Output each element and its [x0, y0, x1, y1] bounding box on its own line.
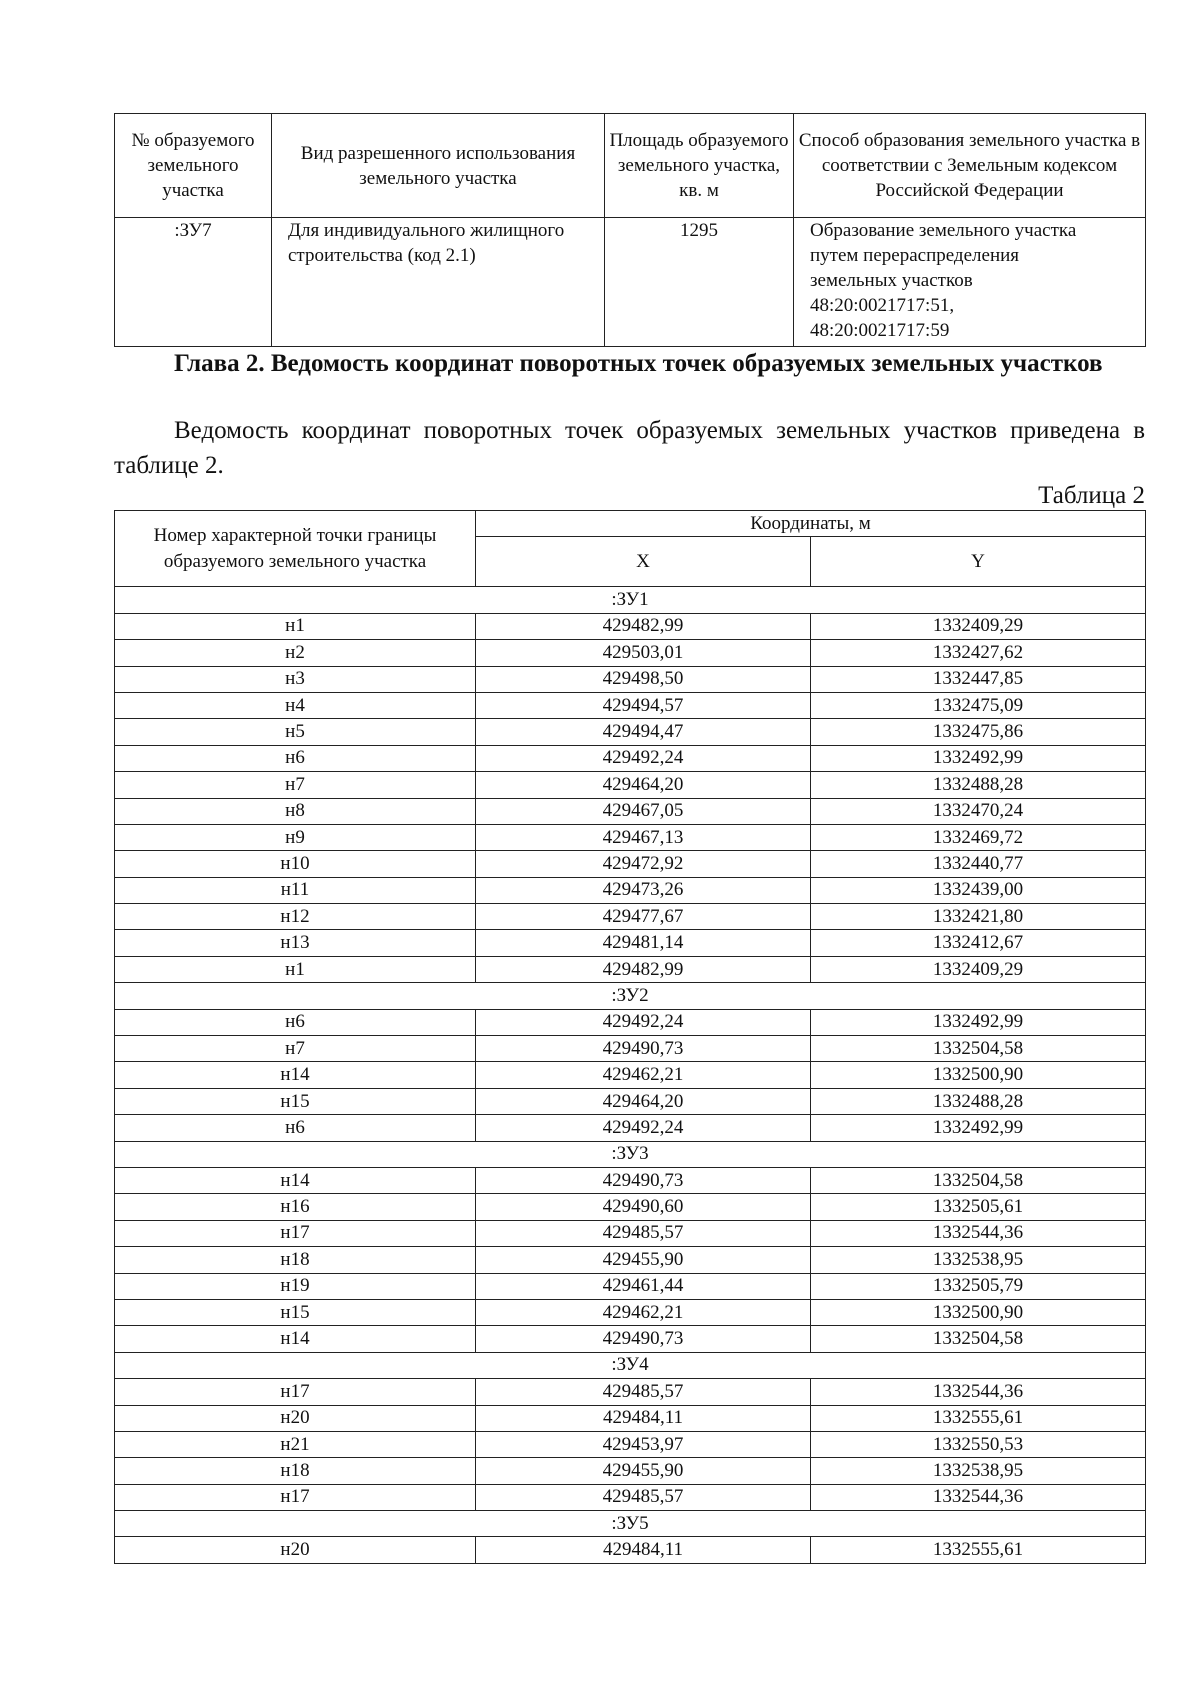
- coord-y: 1332538,95: [811, 1247, 1146, 1273]
- coord-y: 1332475,09: [811, 692, 1146, 718]
- table-row: [115, 956, 1146, 982]
- point-number: н18: [115, 1458, 476, 1484]
- coord-y: 1332409,29: [811, 956, 1146, 982]
- coord-x: 429481,14: [476, 930, 811, 956]
- method-line: 48:20:0021717:59: [810, 320, 950, 341]
- coord-y: 1332470,24: [811, 798, 1146, 824]
- plot-permitted-use: Для индивидуального жилищного строительства (код 2.1): [272, 218, 605, 347]
- coordinates-header-row: [115, 511, 1146, 537]
- coord-y: 1332409,29: [811, 613, 1146, 639]
- coordinates-table-body: [115, 511, 1146, 1564]
- section-row: [115, 1352, 1146, 1378]
- coord-y: 1332427,62: [811, 640, 1146, 666]
- point-number: н17: [115, 1379, 476, 1405]
- table-row: [115, 1009, 1146, 1035]
- point-number: н15: [115, 1299, 476, 1325]
- coord-y: 1332492,99: [811, 1115, 1146, 1141]
- coord-x: 429494,57: [476, 692, 811, 718]
- table-row: [115, 1247, 1146, 1273]
- table-row: [115, 1537, 1146, 1563]
- coord-y: 1332475,86: [811, 719, 1146, 745]
- point-number: н4: [115, 692, 476, 718]
- header-area: Площадь образуемого земельного участка, кв. м: [605, 114, 794, 218]
- point-number: н13: [115, 930, 476, 956]
- point-number: н7: [115, 772, 476, 798]
- coord-x: 429492,24: [476, 745, 811, 771]
- table-row: [115, 1220, 1146, 1246]
- table-row: [115, 1167, 1146, 1193]
- coord-y: 1332544,36: [811, 1484, 1146, 1510]
- table-row: [115, 904, 1146, 930]
- coord-y: 1332439,00: [811, 877, 1146, 903]
- coord-x: 429490,73: [476, 1326, 811, 1352]
- coord-y: 1332555,61: [811, 1537, 1146, 1563]
- header-coordinates: Координаты, м: [476, 511, 1146, 537]
- method-line: путем перераспределения: [810, 245, 1020, 266]
- table-row: [115, 1194, 1146, 1220]
- coord-y: 1332500,90: [811, 1062, 1146, 1088]
- coord-x: 429455,90: [476, 1458, 811, 1484]
- plot-summary-header-row: [115, 114, 1146, 218]
- point-number: н1: [115, 613, 476, 639]
- table-row: [115, 930, 1146, 956]
- coord-x: 429464,20: [476, 1088, 811, 1114]
- table-row: [115, 666, 1146, 692]
- header-x: X: [476, 537, 811, 587]
- coord-y: 1332421,80: [811, 904, 1146, 930]
- method-line: земельных участков: [810, 270, 973, 291]
- coord-x: 429490,73: [476, 1036, 811, 1062]
- table-row: [115, 1326, 1146, 1352]
- coord-y: 1332447,85: [811, 666, 1146, 692]
- point-number: н18: [115, 1247, 476, 1273]
- point-number: н5: [115, 719, 476, 745]
- plot-summary-table: [114, 113, 1146, 347]
- coord-x: 429503,01: [476, 640, 811, 666]
- plot-formation-method: [794, 218, 1146, 347]
- coord-y: 1332500,90: [811, 1299, 1146, 1325]
- point-number: н16: [115, 1194, 476, 1220]
- table-row: [115, 798, 1146, 824]
- coord-y: 1332488,28: [811, 1088, 1146, 1114]
- method-line: Образование земельного участка: [810, 220, 1077, 241]
- coord-y: 1332492,99: [811, 1009, 1146, 1035]
- table-row: [115, 824, 1146, 850]
- coord-x: 429498,50: [476, 666, 811, 692]
- coord-x: 429477,67: [476, 904, 811, 930]
- coord-x: 429482,99: [476, 613, 811, 639]
- header-y: Y: [811, 537, 1146, 587]
- point-number: н7: [115, 1036, 476, 1062]
- coord-y: 1332544,36: [811, 1379, 1146, 1405]
- point-number: н17: [115, 1220, 476, 1246]
- point-number: н19: [115, 1273, 476, 1299]
- coord-y: 1332544,36: [811, 1220, 1146, 1246]
- point-number: н6: [115, 1009, 476, 1035]
- point-number: н1: [115, 956, 476, 982]
- coord-x: 429492,24: [476, 1009, 811, 1035]
- point-number: н20: [115, 1405, 476, 1431]
- method-line: 48:20:0021717:51,: [810, 295, 955, 316]
- table-row: [115, 1088, 1146, 1114]
- header-permitted-use: Вид разрешенного использования земельного участка: [272, 114, 605, 218]
- table-row: [115, 1062, 1146, 1088]
- point-number: н2: [115, 640, 476, 666]
- coord-y: 1332504,58: [811, 1036, 1146, 1062]
- table-row: [115, 1484, 1146, 1510]
- coord-x: 429464,20: [476, 772, 811, 798]
- table-row: [115, 1273, 1146, 1299]
- section-label: :ЗУ3: [115, 1141, 1146, 1167]
- section-label: :ЗУ2: [115, 983, 1146, 1009]
- table-row: [115, 1458, 1146, 1484]
- coord-x: 429485,57: [476, 1484, 811, 1510]
- section-label: :ЗУ1: [115, 587, 1146, 613]
- coord-x: 429462,21: [476, 1062, 811, 1088]
- point-number: н14: [115, 1062, 476, 1088]
- coord-y: 1332538,95: [811, 1458, 1146, 1484]
- point-number: н14: [115, 1167, 476, 1193]
- table-row: [115, 640, 1146, 666]
- coord-x: 429482,99: [476, 956, 811, 982]
- coord-y: 1332412,67: [811, 930, 1146, 956]
- intro-paragraph: Ведомость координат поворотных точек образуемых земельных участков приведена в таблице 2.: [114, 417, 1145, 479]
- point-number: н12: [115, 904, 476, 930]
- section-row: [115, 983, 1146, 1009]
- coord-y: 1332469,72: [811, 824, 1146, 850]
- header-plot-number: № образуемого земельного участка: [115, 114, 272, 218]
- table-row: [115, 1431, 1146, 1457]
- table-row: [115, 877, 1146, 903]
- coord-x: 429455,90: [476, 1247, 811, 1273]
- coord-y: 1332440,77: [811, 851, 1146, 877]
- section-row: [115, 1141, 1146, 1167]
- coord-x: 429484,11: [476, 1405, 811, 1431]
- point-number: н20: [115, 1537, 476, 1563]
- coord-x: 429472,92: [476, 851, 811, 877]
- point-number: н10: [115, 851, 476, 877]
- coord-x: 429490,60: [476, 1194, 811, 1220]
- point-number: н9: [115, 824, 476, 850]
- point-number: н6: [115, 1115, 476, 1141]
- coord-y: 1332504,58: [811, 1167, 1146, 1193]
- section-row: [115, 587, 1146, 613]
- table-row: [115, 851, 1146, 877]
- table-row: [115, 719, 1146, 745]
- coord-x: 429461,44: [476, 1273, 811, 1299]
- coord-x: 429485,57: [476, 1220, 811, 1246]
- point-number: н8: [115, 798, 476, 824]
- point-number: н21: [115, 1431, 476, 1457]
- section-row: [115, 1511, 1146, 1537]
- point-number: н3: [115, 666, 476, 692]
- table-row: [115, 1036, 1146, 1062]
- table-row: [115, 1405, 1146, 1431]
- point-number: н11: [115, 877, 476, 903]
- coord-y: 1332505,61: [811, 1194, 1146, 1220]
- coord-x: 429467,13: [476, 824, 811, 850]
- coord-y: 1332492,99: [811, 745, 1146, 771]
- point-number: н14: [115, 1326, 476, 1352]
- coord-x: 429490,73: [476, 1167, 811, 1193]
- section-label: :ЗУ5: [115, 1511, 1146, 1537]
- plot-summary-row: [115, 218, 1146, 347]
- coord-y: 1332555,61: [811, 1405, 1146, 1431]
- point-number: н15: [115, 1088, 476, 1114]
- point-number: н17: [115, 1484, 476, 1510]
- table-row: [115, 1115, 1146, 1141]
- table-caption: Таблица 2: [1038, 482, 1145, 509]
- table-row: [115, 1379, 1146, 1405]
- coord-x: 429467,05: [476, 798, 811, 824]
- coord-x: 429492,24: [476, 1115, 811, 1141]
- coord-y: 1332505,79: [811, 1273, 1146, 1299]
- plot-area: 1295: [605, 218, 794, 347]
- table-row: [115, 692, 1146, 718]
- coord-x: 429473,26: [476, 877, 811, 903]
- coord-x: 429462,21: [476, 1299, 811, 1325]
- table-row: [115, 613, 1146, 639]
- coord-x: 429494,47: [476, 719, 811, 745]
- coord-y: 1332550,53: [811, 1431, 1146, 1457]
- table-row: [115, 772, 1146, 798]
- coord-y: 1332488,28: [811, 772, 1146, 798]
- table-row: [115, 1299, 1146, 1325]
- plot-id: :ЗУ7: [115, 218, 272, 347]
- header-point-number: Номер характерной точки границы образуемого земельного участка: [115, 511, 476, 587]
- section-label: :ЗУ4: [115, 1352, 1146, 1378]
- point-number: н6: [115, 745, 476, 771]
- coord-y: 1332504,58: [811, 1326, 1146, 1352]
- coordinates-table: [114, 510, 1146, 1564]
- coord-x: 429453,97: [476, 1431, 811, 1457]
- table-row: [115, 745, 1146, 771]
- coord-x: 429484,11: [476, 1537, 811, 1563]
- chapter-heading: Глава 2. Ведомость координат поворотных точек образуемых земельных участков: [174, 350, 1103, 377]
- coord-x: 429485,57: [476, 1379, 811, 1405]
- header-formation-method: Способ образования земельного участка в соответствии с Земельным кодексом Российской Федерации: [794, 114, 1146, 218]
